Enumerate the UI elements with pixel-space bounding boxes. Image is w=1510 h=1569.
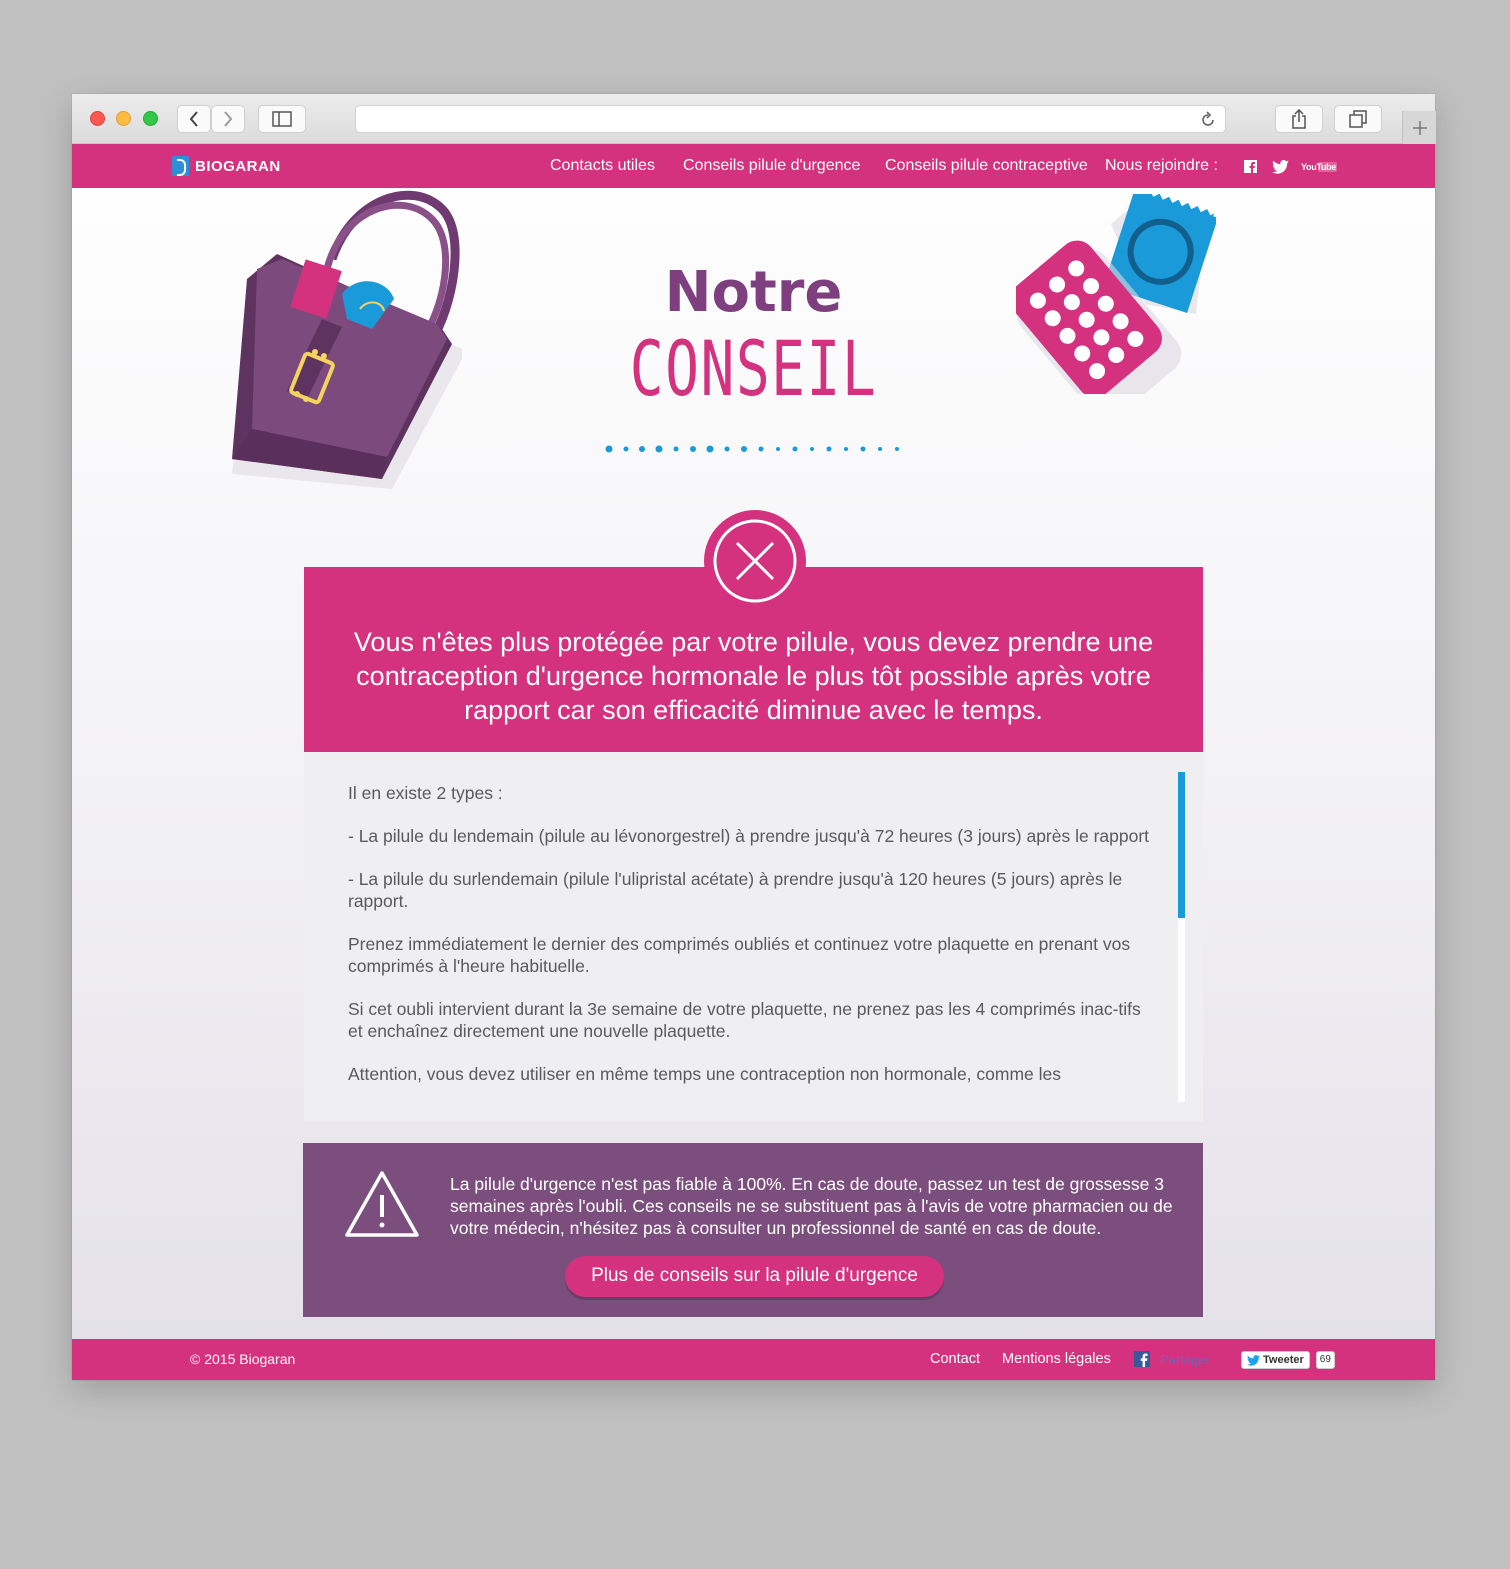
nav-link-contacts[interactable]: Contacts utiles <box>550 157 655 174</box>
browser-toolbar <box>72 94 1435 144</box>
forward-button[interactable] <box>211 105 245 133</box>
twitter-icon <box>1247 1355 1260 1366</box>
youtube-label: YouTube <box>1301 161 1337 172</box>
tweet-label: Tweeter <box>1263 1354 1304 1366</box>
web-page <box>72 144 1435 1380</box>
details-paragraph: Il en existe 2 types : <box>348 783 503 803</box>
facebook-share-label: Partager <box>1160 1351 1210 1367</box>
footer-legal-link[interactable]: Mentions légales <box>1002 1351 1111 1367</box>
close-icon <box>712 518 798 604</box>
details-panel <box>304 752 1203 1121</box>
tabs-icon <box>1349 110 1367 128</box>
facebook-icon <box>1134 1351 1150 1367</box>
details-paragraph: - La pilule du surlendemain (pilule l'ulipristal acétate) à prendre jusqu'à 120 heures (5 jours) après le rapport. <box>348 869 1123 911</box>
top-navigation <box>72 144 1435 188</box>
twitter-icon[interactable] <box>1272 160 1289 174</box>
chevron-right-icon <box>222 111 234 127</box>
tweet-widget <box>1241 1351 1335 1369</box>
alert-message: Vous n'êtes plus protégée par votre pilule, vous devez prendre une contraception d'urgence hormonale le plus tôt possible après votre rapport car son efficacité diminue avec le temps. <box>353 627 1154 725</box>
warning-icon <box>343 1169 421 1239</box>
facebook-icon[interactable] <box>1244 160 1257 173</box>
hero-title-notre: Notre <box>664 260 843 325</box>
hero-title-conseil: CONSEIL <box>629 324 878 413</box>
biogaran-logo[interactable] <box>172 156 281 176</box>
tabs-overview-button[interactable] <box>1334 105 1382 133</box>
zoom-window-button[interactable] <box>143 111 158 126</box>
reload-icon[interactable] <box>1199 111 1217 129</box>
address-bar[interactable] <box>355 105 1226 133</box>
new-tab-button[interactable] <box>1402 111 1436 144</box>
nav-link-contraceptive-pill[interactable]: Conseils pilule contraceptive <box>885 157 1088 174</box>
copyright: © 2015 Biogaran <box>190 1351 296 1367</box>
chevron-left-icon <box>188 111 200 127</box>
minimize-window-button[interactable] <box>116 111 131 126</box>
pills-illustration <box>1016 194 1216 394</box>
logo-text: BIOGARAN <box>195 157 281 175</box>
details-text <box>348 782 1160 1106</box>
join-us-label: Nous rejoindre : <box>1105 157 1218 174</box>
share-button[interactable] <box>1275 105 1323 133</box>
footer-contact-link[interactable]: Contact <box>930 1351 980 1367</box>
facebook-share-button[interactable] <box>1134 1351 1210 1367</box>
back-button[interactable] <box>177 105 211 133</box>
details-paragraph: Prenez immédiatement le dernier des comprimés oubliés et continuez votre plaquette en prenant vos comprimés à l'heure habituelle. <box>348 934 1131 976</box>
tweet-count: 69 <box>1316 1351 1335 1369</box>
share-icon <box>1291 109 1307 129</box>
logo-mark-icon <box>172 156 189 176</box>
browser-window <box>72 94 1435 1380</box>
scrollbar-thumb[interactable] <box>1178 772 1185 918</box>
warning-message: La pilule d'urgence n'est pas fiable à 100%. En cas de doute, passez un test de grossesse 3 semaines après l'oubli. Ces conseils ne se substituent pas à l'avis de votre pharmacien ou de votre médecin, n'hésitez pas à consulter un professionnel de santé en cas de doute. <box>450 1174 1173 1238</box>
footer <box>72 1339 1435 1380</box>
details-paragraph: - La pilule du lendemain (pilule au lévonorgestrel) à prendre jusqu'à 72 heures (3 jours) après le rapport <box>348 826 1150 846</box>
close-window-button[interactable] <box>90 111 105 126</box>
alert-badge <box>704 510 806 612</box>
details-paragraph: Attention, vous devez utiliser en même temps une contraception non hormonale, comme les <box>348 1064 1062 1084</box>
sidebar-toggle-button[interactable] <box>258 105 306 133</box>
plus-icon <box>1412 120 1428 136</box>
dotted-divider <box>604 444 904 454</box>
youtube-icon[interactable] <box>1300 160 1337 173</box>
tweet-button[interactable] <box>1241 1351 1310 1369</box>
nav-link-emergency-pill[interactable]: Conseils pilule d'urgence <box>683 157 861 174</box>
sidebar-icon <box>272 111 292 127</box>
details-scrollbar[interactable] <box>1178 772 1185 1102</box>
more-advice-button[interactable]: Plus de conseils sur la pilule d'urgence <box>565 1256 944 1297</box>
warning-panel <box>303 1143 1203 1317</box>
details-paragraph: Si cet oubli intervient durant la 3e semaine de votre plaquette, ne prenez pas les 4 comprimés inac-tifs et enchaînez directement une nouvelle plaquette. <box>348 999 1141 1041</box>
